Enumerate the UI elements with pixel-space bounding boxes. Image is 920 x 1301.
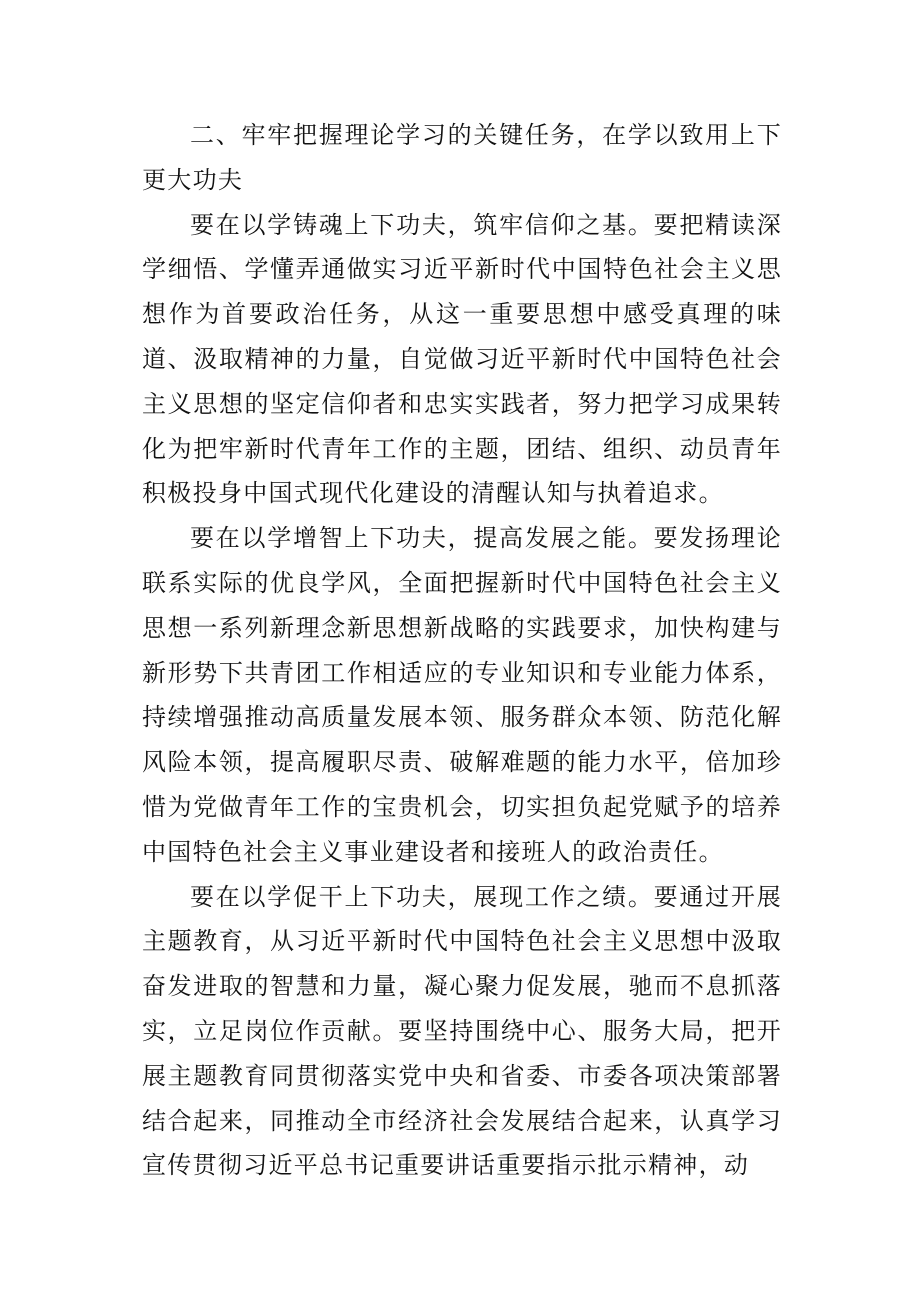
paragraph-study-soul: 要在以学铸魂上下功夫，筑牢信仰之基。要把精读深学细悟、学懂弄通做实习近平新时代中国特色社会主义思想作为首要政治任务，从这一重要思想中感受真理的味道、汲取精神的力量，自觉做习近平新时代中国特色社会主义思想的坚定信仰者和忠实实践者，努力把学习成果转化为把牢新时代青年工作的主题，团结、组织、动员青年积极投身中国式现代化建设的清醒认知与执着追求。	[142, 210, 782, 508]
section-heading: 二、牢牢把握理论学习的关键任务，在学以致用上下更大功夫	[142, 121, 782, 194]
document-body	[142, 113, 782, 1188]
paragraph-study-wisdom: 要在以学增智上下功夫，提高发展之能。要发扬理论联系实际的优良学风，全面把握新时代中国特色社会主义思想一系列新理念新思想新战略的实践要求，加快构建与新形势下共青团工作相适应的专业知识和专业能力体系，持续增强推动高质量发展本领、服务群众本领、防范化解风险本领，提高履职尽责、破解难题的能力水平，倍加珍惜为党做青年工作的宝贵机会，切实担负起党赋予的培养中国特色社会主义事业建设者和接班人的政治责任。	[142, 524, 782, 866]
paragraph-study-action: 要在以学促干上下功夫，展现工作之绩。要通过开展主题教育，从习近平新时代中国特色社会主义思想中汲取奋发进取的智慧和力量，凝心聚力促发展，驰而不息抓落实，立足岗位作贡献。要坚持围绕中心、服务大局，把开展主题教育同贯彻落实党中央和省委、市委各项决策部署结合起来，同推动全市经济社会发展结合起来，认真学习宣传贯彻习近平总书记重要讲话重要指示批示精神，动	[142, 882, 782, 1180]
